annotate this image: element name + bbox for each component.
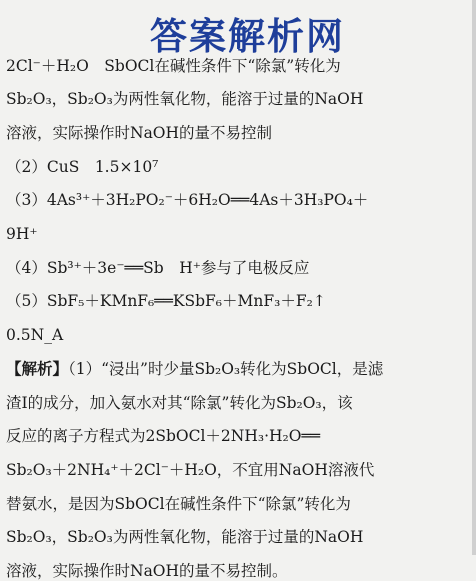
answer-line-6: （3）4As³⁺＋3H₂PO₂⁻＋6H₂O══4As＋3H₃PO₄＋ — [6, 191, 369, 209]
answer-line-4: 溶液，实际操作时NaOH的量不易控制 — [6, 124, 273, 142]
page-edge — [472, 0, 476, 555]
analysis-line-2: 渣Ⅰ的成分，加入氨水对其“除氯”转化为Sb₂O₃，该 — [6, 394, 353, 412]
analysis-line-7: 溶液，实际操作时NaOH的量不易控制。 — [6, 562, 288, 580]
analysis-line-3: 反应的离子方程式为2SbOCl＋2NH₃·H₂O══ — [6, 427, 321, 445]
site-watermark: 答案解析网 — [150, 15, 345, 58]
answer-line-7: 9H⁺ — [6, 225, 38, 243]
analysis-line-6: Sb₂O₃，Sb₂O₃为两性氧化物，能溶于过量的NaOH — [6, 528, 364, 546]
answer-line-9: （5）SbF₅＋KMnF₆══KSbF₆＋MnF₃＋F₂↑ — [6, 292, 326, 310]
analysis-text: （1）“浸出”时少量Sb₂O₃转化为SbOCl，是滤 — [68, 360, 384, 378]
analysis-line-1 — [6, 359, 476, 379]
answer-line-8: （4）Sb³⁺＋3e⁻══Sb H⁺参与了电极反应 — [6, 259, 310, 277]
analysis-line-4: Sb₂O₃＋2NH₄⁺＋2Cl⁻＋H₂O，不宜用NaOH溶液代 — [6, 461, 375, 479]
answer-line-10: 0.5N_A — [6, 326, 64, 344]
analysis-label: 【解析】 — [6, 359, 69, 378]
answer-line-5: （2）CuS 1.5×10⁷ — [6, 158, 159, 176]
answer-line-2: 2Cl⁻＋H₂O SbOCl在碱性条件下“除氯”转化为 — [6, 57, 341, 75]
analysis-line-5: 替氨水，是因为SbOCl在碱性条件下“除氯”转化为 — [6, 495, 351, 513]
answer-line-3: Sb₂O₃，Sb₂O₃为两性氧化物，能溶于过量的NaOH — [6, 90, 364, 108]
